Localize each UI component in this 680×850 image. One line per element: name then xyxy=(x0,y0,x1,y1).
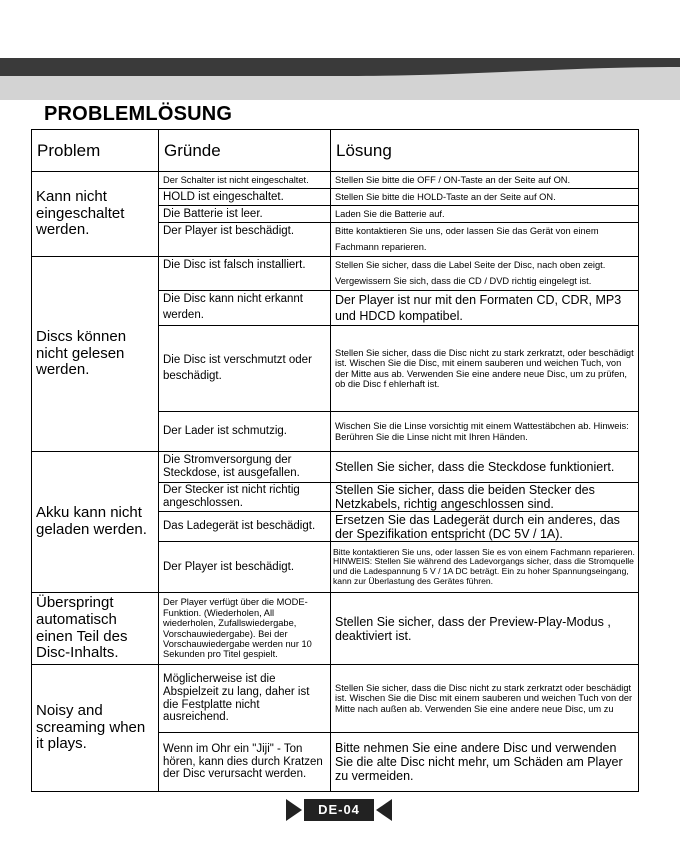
solution-cell: Ersetzen Sie das Ladegerät durch ein anderes, das der Spezifikation entspricht (DC 5V / 1A). xyxy=(331,512,639,542)
reason-cell: HOLD ist eingeschaltet. xyxy=(159,189,331,206)
solution-cell: Stellen Sie bitte die OFF / ON-Taste an der Seite auf ON. xyxy=(331,172,639,189)
reason-cell: Der Player ist beschädigt. xyxy=(159,542,331,593)
table-row xyxy=(32,593,639,665)
reason-cell: Möglicherweise ist die Abspielzeit zu lang, daher ist die Festplatte nicht ausreichend. xyxy=(159,665,331,733)
page-number: DE-04 xyxy=(304,799,374,821)
solution-cell: Wischen Sie die Linse vorsichtig mit einem Wattestäbchen ab. Hinweis: Berühren Sie die Linse nicht mit Ihren Händen. xyxy=(331,412,639,452)
solution-cell: Stellen Sie sicher, dass der Preview-Play-Modus , deaktiviert ist. xyxy=(331,593,639,665)
header-reason: Gründe xyxy=(159,130,331,172)
header-problem: Problem xyxy=(32,130,159,172)
solution-cell: Stellen Sie sicher, dass die Disc nicht zu stark zerkratzt, oder beschädigt ist. Wischen Sie die Disc, mit einem sauberen und weichen Tuch, von der Mitte aus ab. Verwenden Sie eine andere neue Disc, um zu prüfen, ob die Disc f ehlerhaft ist. xyxy=(331,326,639,412)
header-row xyxy=(32,130,639,172)
reason-cell: Die Disc ist falsch installiert. xyxy=(159,257,331,291)
page-title: PROBLEMLÖSUNG xyxy=(44,103,233,125)
table-row xyxy=(32,172,639,189)
reason-cell: Der Stecker ist nicht richtig angeschlossen. xyxy=(159,483,331,512)
reason-cell: Wenn im Ohr ein "Jiji" - Ton hören, kann dies durch Kratzen der Disc verursacht werden. xyxy=(159,733,331,792)
arrow-right-icon xyxy=(286,799,302,821)
reason-cell: Die Disc ist verschmutzt oder beschädigt. xyxy=(159,326,331,412)
problem-cell: Überspringt automatisch einen Teil des Disc-Inhalts. xyxy=(32,593,159,665)
problem-cell: Noisy and screaming when it plays. xyxy=(32,665,159,792)
solution-cell: Stellen Sie sicher, dass die Disc nicht zu stark zerkratzt oder beschädigt ist. Wischen Sie die Disc mit einem sauberen und weichen Tuch von der Mitte nach außen ab. Verwenden Sie eine andere neue Disc, um zu xyxy=(331,665,639,733)
solution-cell: Stellen Sie sicher, dass die beiden Stecker des Netzkabels, richtig angeschlossen sind. xyxy=(331,483,639,512)
header-stripe xyxy=(0,58,680,76)
table-row xyxy=(32,665,639,733)
solution-cell: Stellen Sie bitte die HOLD-Taste an der Seite auf ON. xyxy=(331,189,639,206)
solution-cell: Stellen Sie sicher, dass die Steckdose funktioniert. xyxy=(331,452,639,483)
reason-cell: Der Player verfügt über die MODE-Funktion. (Wiederholen, All wiederholen, Zufallswiedergabe, Vorschauwiedergabe). Bei der Vorschauwiedergabe werden nur 10 Sekunden pro Titel gespielt. xyxy=(159,593,331,665)
reason-cell: Das Ladegerät ist beschädigt. xyxy=(159,512,331,542)
solution-cell: Bitte kontaktieren Sie uns, oder lassen Sie es von einem Fachmann reparieren. HINWEIS: Stellen Sie während des Ladevorgangs sicher, dass die Stromquelle und die Ladespannung 5 V / 1A DC beträgt. Ein zu hoher Spannungseingang, kann zur Überlastung des Gerätes führen. xyxy=(331,542,639,593)
header-solution: Lösung xyxy=(331,130,639,172)
reason-cell: Die Batterie ist leer. xyxy=(159,206,331,223)
problem-cell: Discs können nicht gelesen werden. xyxy=(32,257,159,452)
page-number-badge xyxy=(286,799,392,821)
reason-cell: Der Lader ist schmutzig. xyxy=(159,412,331,452)
solution-cell: Stellen Sie sicher, dass die Label Seite der Disc, nach oben zeigt. Vergewissern Sie sich, dass die CD / DVD richtig eingelegt ist. xyxy=(331,257,639,291)
problem-cell: Akku kann nicht geladen werden. xyxy=(32,452,159,593)
reason-cell: Die Stromversorgung der Steckdose, ist ausgefallen. xyxy=(159,452,331,483)
troubleshooting-table xyxy=(31,129,639,792)
table-row xyxy=(32,452,639,483)
reason-cell: Die Disc kann nicht erkannt werden. xyxy=(159,291,331,326)
problem-cell: Kann nicht eingeschaltet werden. xyxy=(32,172,159,257)
solution-cell: Der Player ist nur mit den Formaten CD, CDR, MP3 und HDCD kompatibel. xyxy=(331,291,639,326)
solution-cell: Laden Sie die Batterie auf. xyxy=(331,206,639,223)
reason-cell: Der Player ist beschädigt. xyxy=(159,223,331,257)
arrow-left-icon xyxy=(376,799,392,821)
solution-cell: Bitte nehmen Sie eine andere Disc und verwenden Sie die alte Disc nicht mehr, um Schäden am Player zu vermeiden. xyxy=(331,733,639,792)
reason-cell: Der Schalter ist nicht eingeschaltet. xyxy=(159,172,331,189)
solution-cell: Bitte kontaktieren Sie uns, oder lassen Sie das Gerät von einem Fachmann reparieren. xyxy=(331,223,639,257)
table-row xyxy=(32,257,639,291)
